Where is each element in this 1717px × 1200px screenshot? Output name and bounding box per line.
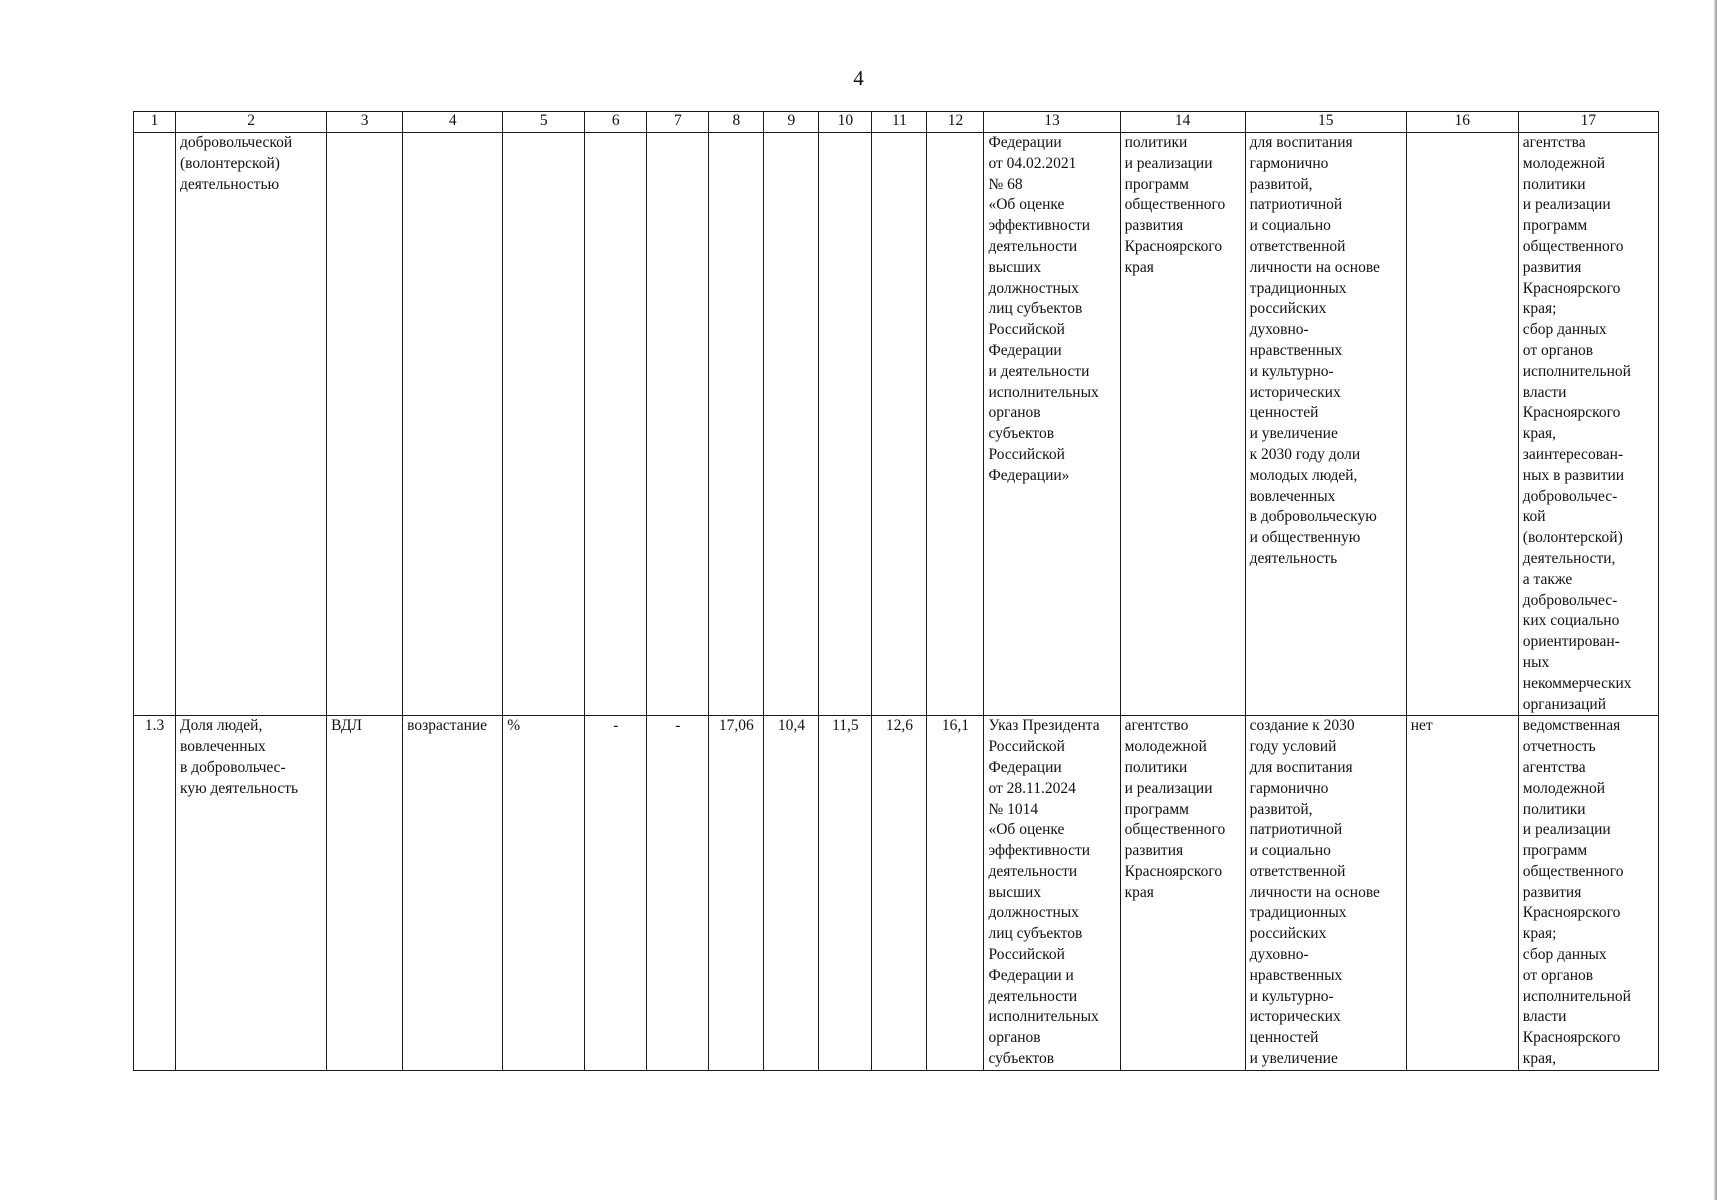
column-header: 5 bbox=[503, 112, 585, 133]
column-header: 7 bbox=[647, 112, 709, 133]
column-number-row bbox=[134, 112, 1659, 133]
cell-data-source: ведомственная отчетность агентства молодежной политики и реализации программ общественного развития Красноярского края; сбор данных от органов исполнительной власти Красноярского края, bbox=[1518, 716, 1658, 1071]
column-header: 2 bbox=[176, 112, 327, 133]
cell-level bbox=[327, 133, 403, 716]
cell-value-7: - bbox=[647, 716, 709, 1071]
cell-value-8: 17,06 bbox=[709, 716, 764, 1071]
column-header: 12 bbox=[927, 112, 984, 133]
cell-responsible: политики и реализации программ общественного развития Красноярского края bbox=[1120, 133, 1245, 716]
page-number: 4 bbox=[853, 66, 864, 90]
column-header: 6 bbox=[585, 112, 647, 133]
cell-value-10 bbox=[819, 133, 872, 716]
table-row-continuation bbox=[134, 133, 1659, 716]
cell-value-6 bbox=[585, 133, 647, 716]
column-header: 15 bbox=[1245, 112, 1406, 133]
column-header: 8 bbox=[709, 112, 764, 133]
cell-gis-flag: нет bbox=[1406, 716, 1518, 1071]
cell-value-10: 11,5 bbox=[819, 716, 872, 1071]
cell-number bbox=[134, 133, 176, 716]
cell-level: ВДЛ bbox=[327, 716, 403, 1071]
cell-value-6: - bbox=[585, 716, 647, 1071]
column-header: 11 bbox=[872, 112, 927, 133]
cell-goal-link: создание к 2030 году условий для воспитания гармонично развитой, патриотичной и социально ответственной личности на основе традиционных российских духовно- нравственных и культурно- исторических ценностей и увеличение bbox=[1245, 716, 1406, 1071]
column-header: 9 bbox=[764, 112, 819, 133]
column-header: 1 bbox=[134, 112, 176, 133]
column-header: 14 bbox=[1120, 112, 1245, 133]
cell-data-source: агентства молодежной политики и реализации программ общественного развития Красноярского края; сбор данных от органов исполнительной власти Красноярского края, заинтересован- ных в развитии добровольчес- кой (волонтерской) деятельности, а также добровольчес- ких социально ориентирован- ных некоммерческих организаций bbox=[1518, 133, 1658, 716]
cell-trend: возрастание bbox=[403, 716, 503, 1071]
cell-goal-link: для воспитания гармонично развитой, патриотичной и социально ответственной личности на основе традиционных российских духовно- нравственных и культурно- исторических ценностей и увеличение к 2030 году доли молодых людей, вовлеченных в добровольческую и общественную деятельность bbox=[1245, 133, 1406, 716]
cell-value-11 bbox=[872, 133, 927, 716]
column-header: 3 bbox=[327, 112, 403, 133]
table-row-1-3 bbox=[134, 716, 1659, 1071]
cell-number: 1.3 bbox=[134, 716, 176, 1071]
column-header: 17 bbox=[1518, 112, 1658, 133]
cell-indicator-name: Доля людей, вовлеченных в добровольчес- кую деятельность bbox=[176, 716, 327, 1071]
cell-value-12: 16,1 bbox=[927, 716, 984, 1071]
cell-trend bbox=[403, 133, 503, 716]
cell-value-11: 12,6 bbox=[872, 716, 927, 1071]
column-header: 16 bbox=[1406, 112, 1518, 133]
cell-value-12 bbox=[927, 133, 984, 716]
cell-unit bbox=[503, 133, 585, 716]
indicators-table bbox=[133, 111, 1659, 1071]
cell-value-8 bbox=[709, 133, 764, 716]
cell-legal-basis: Указ Президента Российской Федерации от 28.11.2024 № 1014 «Об оценке эффективности деятельности высших должностных лиц субъектов Российской Федерации и деятельности исполнительных органов субъектов bbox=[984, 716, 1120, 1071]
cell-value-9: 10,4 bbox=[764, 716, 819, 1071]
cell-value-9 bbox=[764, 133, 819, 716]
cell-indicator-name: добровольческой (волонтерской) деятельностью bbox=[176, 133, 327, 716]
column-header: 4 bbox=[403, 112, 503, 133]
cell-gis-flag bbox=[1406, 133, 1518, 716]
cell-unit: % bbox=[503, 716, 585, 1071]
column-header: 13 bbox=[984, 112, 1120, 133]
cell-value-7 bbox=[647, 133, 709, 716]
cell-legal-basis: Федерации от 04.02.2021 № 68 «Об оценке эффективности деятельности высших должностных лиц субъектов Российской Федерации и деятельности исполнительных органов субъектов Российской Федерации» bbox=[984, 133, 1120, 716]
cell-responsible: агентство молодежной политики и реализации программ общественного развития Красноярского края bbox=[1120, 716, 1245, 1071]
column-header: 10 bbox=[819, 112, 872, 133]
